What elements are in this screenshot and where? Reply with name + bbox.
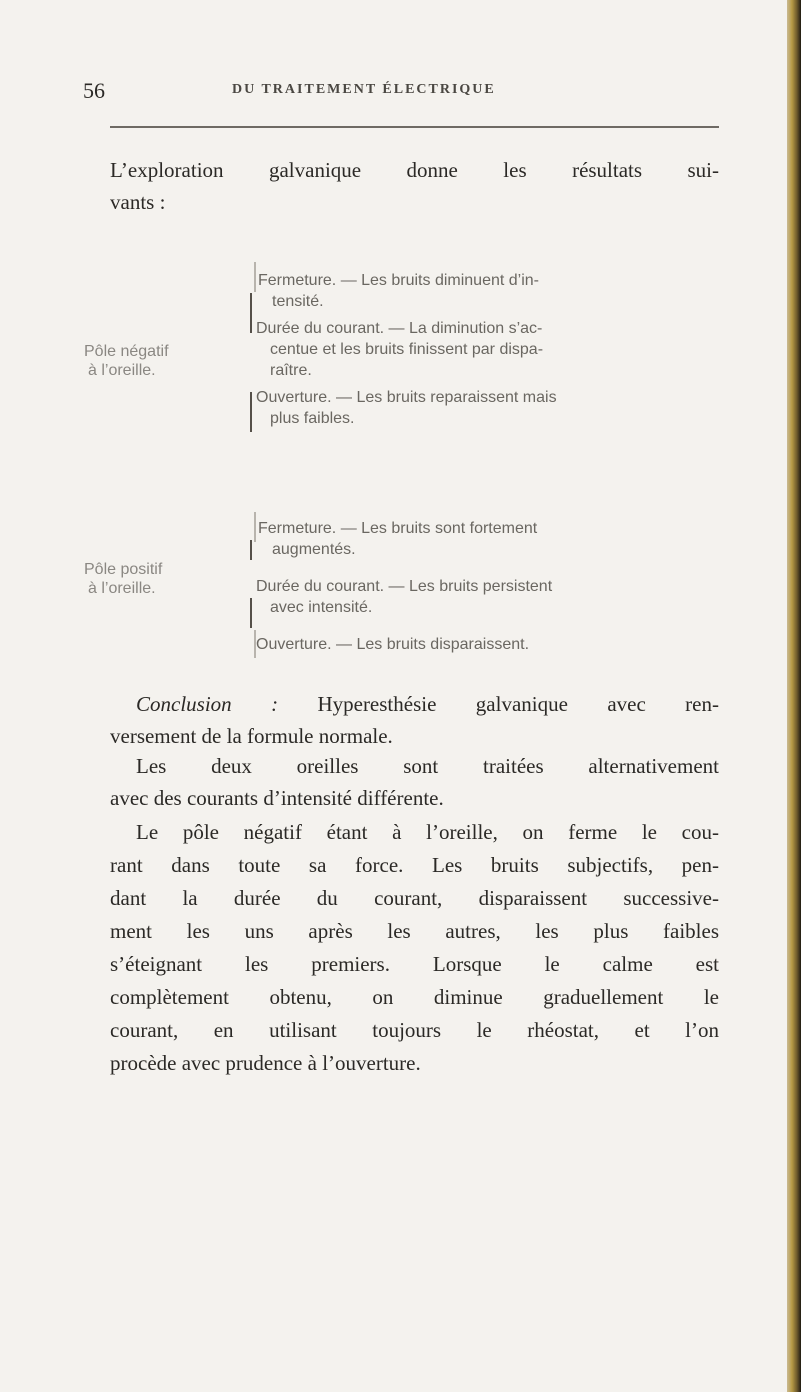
para3-line-1: Le pôle négatif étant à l’oreille, on ferme le cou- bbox=[136, 820, 719, 844]
para2-line-2: avec des courants d’intensité différente. bbox=[110, 786, 444, 810]
para3-line-5: s’éteignant les premiers. Lorsque le calme est bbox=[110, 952, 719, 976]
positive-entry-closure: Fermeture. — Les bruits sont fortement augmentés. bbox=[258, 520, 538, 558]
conclusion-line-1: Hyperesthésie galvanique avec ren- bbox=[278, 692, 719, 716]
negative-entry-opening: Ouverture. — Les bruits reparaissent mais plus faibles. bbox=[256, 389, 557, 427]
negative-brace-upper bbox=[250, 293, 252, 333]
para3-line-2: rant dans toute sa force. Les bruits subjectifs, pen- bbox=[110, 853, 719, 877]
positive-entry-opening: Ouverture. — Les bruits disparaissent. bbox=[256, 636, 530, 653]
page-header bbox=[0, 78, 801, 102]
intro-paragraph bbox=[110, 154, 719, 218]
negative-pole-label: Pôle négatif à l’oreille. bbox=[84, 343, 169, 379]
negative-brace-lower bbox=[250, 392, 252, 432]
paragraph-three bbox=[110, 816, 719, 1080]
intro-line-2: vants : bbox=[110, 190, 166, 214]
para3-line-3: dant la durée du courant, disparaissent successive- bbox=[110, 886, 719, 910]
page-number: 56 bbox=[83, 78, 105, 103]
positive-brace-top bbox=[254, 512, 256, 542]
para3-line-7: courant, en utilisant toujours le rhéostat, et l’on bbox=[110, 1018, 719, 1042]
page-edge-binding bbox=[787, 0, 801, 1392]
para3-line-8: procède avec prudence à l’ouverture. bbox=[110, 1051, 421, 1075]
para2-line-1: Les deux oreilles sont traitées alternativement bbox=[136, 754, 719, 778]
para3-line-4: ment les uns après les autres, les plus faibles bbox=[110, 919, 719, 943]
negative-entry-closure: Fermeture. — Les bruits diminuent d’in- tensité. bbox=[258, 272, 539, 310]
positive-pole-label: Pôle positif à l’oreille. bbox=[84, 561, 163, 597]
conclusion-line-2: versement de la formule normale. bbox=[110, 724, 393, 748]
positive-brace-lower bbox=[250, 598, 252, 628]
para3-line-6: complètement obtenu, on diminue graduellement le bbox=[110, 985, 719, 1009]
intro-line-1: L’exploration galvanique donne les résultats sui- bbox=[110, 158, 719, 182]
negative-entry-duration: Durée du courant. — La diminution s’ac- centue et les bruits finissent par dispa- raître. bbox=[256, 320, 544, 379]
positive-entry-duration: Durée du courant. — Les bruits persistent avec intensité. bbox=[256, 578, 553, 616]
conclusion-paragraph bbox=[110, 688, 719, 752]
header-rule bbox=[110, 126, 719, 128]
paragraph-two bbox=[110, 750, 719, 814]
positive-brace-upper bbox=[250, 540, 252, 560]
negative-brace-top bbox=[254, 262, 256, 292]
conclusion-label: Conclusion : bbox=[136, 692, 279, 716]
running-head: DU TRAITEMENT ÉLECTRIQUE bbox=[232, 82, 496, 97]
